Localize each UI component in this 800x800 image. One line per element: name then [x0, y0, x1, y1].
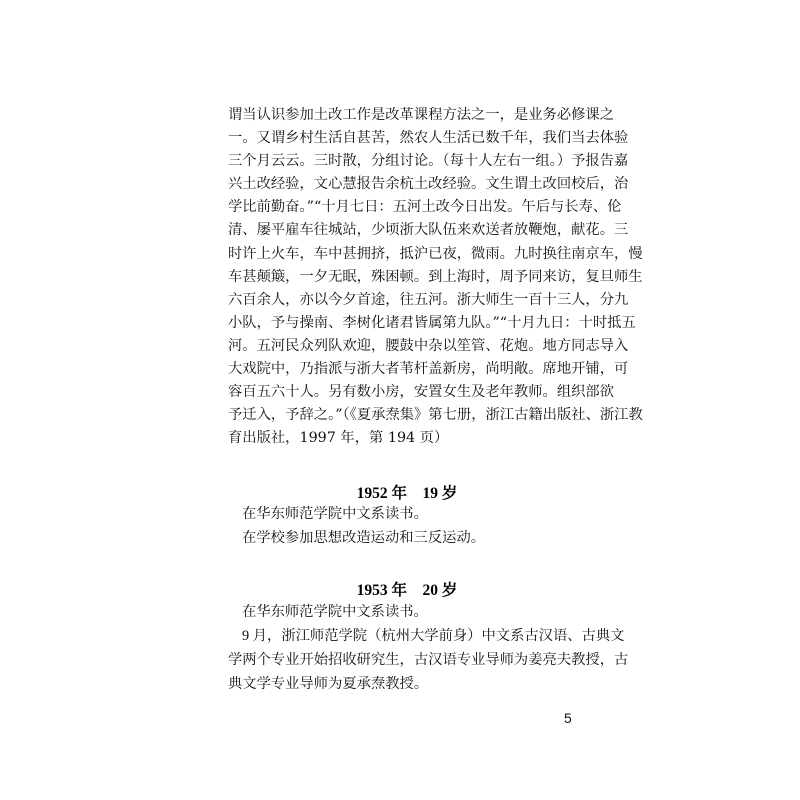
text-line: 谓当认识参加土改工作是改革课程方法之一，是业务必修课之 [228, 107, 615, 123]
quoted-diary-passage [228, 104, 643, 450]
text-line: 小队，予与操南、李树化诸君皆属第九队。”“十月九日：十时抵五 [228, 314, 636, 331]
text-line: 车甚颠簸，一夕无眠，殊困顿。到上海时，周予同来访，复旦师生 [228, 268, 643, 285]
page-number: 5 [564, 710, 572, 726]
text-line: 六百余人，亦以今夕首途，往五河。浙大师生一百十三人，分九 [228, 291, 629, 308]
year-heading-1952: 1952 年 19 岁 [356, 485, 458, 502]
year-heading-1953: 1953 年 20 岁 [356, 582, 458, 599]
entry-line: 在学校参加思想改造运动和三反运动。 [242, 530, 486, 546]
text-line: 容百五六十人。另有数小房，安置女生及老年教师。组织部欲 [228, 384, 615, 401]
text-line: 兴土改经验，文心慧报告余杭土改经验。文生谓土改回校后，治 [228, 176, 629, 193]
entry-line: 学两个专业开始招收研究生，古汉语专业导师为姜亮夫教授，古 [228, 652, 629, 668]
entry-line: 9 月，浙江师范学院（杭州大学前身）中文系古汉语、古典文 [242, 628, 625, 644]
text-line: 学比前勤奋。”“十月七日：五河土改今日出发。午后与长寿、伦 [228, 199, 622, 216]
entry-line: 典文学专业导师为夏承焘教授。 [228, 676, 429, 692]
text-line: 河。五河民众列队欢迎，腰鼓中杂以笙管、花炮。地方同志导入 [228, 337, 629, 354]
text-line: 三个月云云。三时散，分组讨论。（每十人左右一组。）予报告嘉 [228, 153, 629, 170]
entry-line: 在华东师范学院中文系读书。 [242, 506, 428, 522]
year-1953-entries [228, 600, 629, 696]
text-line: 予迁入，予辞之。”（《夏承焘集》第七册，浙江古籍出版社、浙江教 [228, 407, 643, 424]
year-1952-entries [228, 502, 586, 550]
text-line: 一。又谓乡村生活自甚苦，然农人生活已数千年，我们当去体验 [228, 130, 629, 147]
text-line: 育出版社，1997 年，第 194 页） [228, 430, 449, 447]
text-line: 时许上火车，车中甚拥挤，抵沪已夜，微雨。九时换往南京车，慢 [228, 245, 643, 262]
entry-line: 在华东师范学院中文系读书。 [242, 604, 428, 620]
text-line: 大戏院中，乃指派与浙大者苇杆盖新房，尚明敞。席地开铺，可 [228, 361, 629, 378]
text-line: 清、屡平雇车往城站，少顷浙大队伍来欢送者放鞭炮，献花。三 [228, 222, 629, 239]
